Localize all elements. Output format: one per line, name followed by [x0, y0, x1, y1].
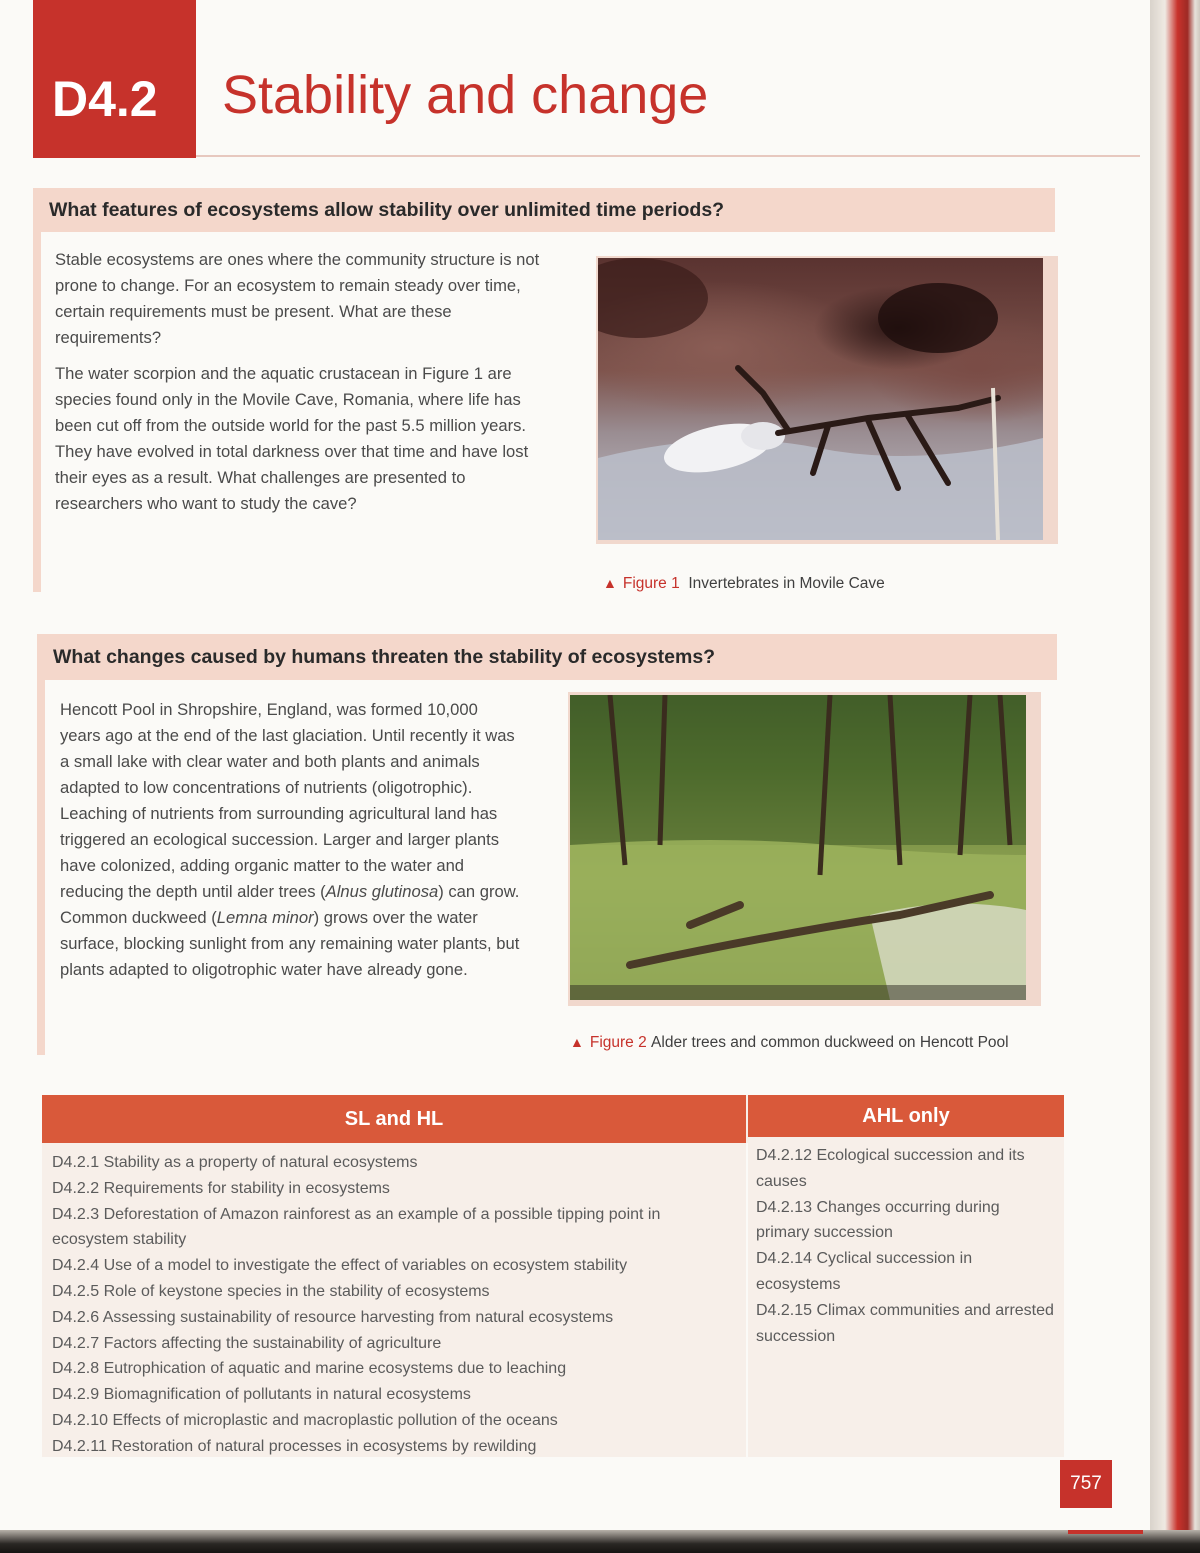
- list-item: D4.2.9 Biomagnification of pollutants in natural ecosystems: [52, 1386, 471, 1404]
- section2-text-part: Hencott Pool in Shropshire, England, was formed 10,000 years ago at the end of the last glaciation. Until recently it was a small lake with clear water and both plants and animals adapted to low concentrations of nutrients (oligotrophic). Leaching of nutrients from surrounding agricultural land has triggered an ecological succession. Larger and larger plants have colonized, adding organic matter to the water and reducing the depth until alder trees (: [60, 700, 515, 901]
- syllabus-table: [42, 1095, 1064, 1457]
- list-item: D4.2.10 Effects of microplastic and macroplastic pollution of the oceans: [52, 1411, 558, 1429]
- section2-side-strip: [37, 680, 45, 1055]
- list-item: D4.2.13 Changes occurring during primary succession: [756, 1198, 1000, 1242]
- page-edge: [1150, 0, 1200, 1553]
- column-divider: [746, 1143, 748, 1457]
- list-item: D4.2.15 Climax communities and arrested succession: [756, 1301, 1054, 1345]
- figure1-caption-text: Invertebrates in Movile Cave: [688, 575, 885, 592]
- list-item: D4.2.7 Factors affecting the sustainability of agriculture: [52, 1334, 442, 1352]
- title-rule: [196, 155, 1140, 157]
- section1-paragraph: The water scorpion and the aquatic crustacean in Figure 1 are species found only in the Movile Cave, Romania, where life has been cut off from the outside world for the past 5.5 million years. They have evolved in total darkness over that time and have lost their eyes as a result. What challenges are presented to researchers who want to study the cave?: [55, 364, 529, 513]
- figure2-photo: [570, 695, 1026, 1000]
- list-item: D4.2.1 Stability as a property of natural ecosystems: [52, 1154, 418, 1171]
- section1-side-strip: [33, 232, 41, 592]
- list-item: D4.2.12 Ecological succession and its causes: [756, 1147, 1025, 1190]
- section1-text: [55, 247, 550, 527]
- figure2-label: Figure 2: [589, 1034, 647, 1051]
- figure2-caption-text: Alder trees and common duckweed on Hencott Pool: [651, 1034, 1009, 1051]
- section1-question: What features of ecosystems allow stability over unlimited time periods?: [33, 188, 1055, 232]
- list-item: D4.2.8 Eutrophication of aquatic and marine ecosystems due to leaching: [52, 1360, 567, 1378]
- figure1-label: Figure 1: [622, 575, 680, 592]
- sl-hl-list: [52, 1150, 732, 1460]
- section2-text-part: ) can grow. Common duckweed (: [60, 882, 520, 927]
- list-item: D4.2.11 Restoration of natural processes in ecosystems by rewilding: [52, 1437, 537, 1455]
- section1-paragraph: Stable ecosystems are ones where the community structure is not prone to change. For an ecosystem to remain steady over time, certain requirements must be present. What are these requirements?: [55, 250, 540, 347]
- triangle-icon: ▲: [570, 1034, 584, 1050]
- bottom-shadow: [0, 1530, 1200, 1553]
- ahl-list: [756, 1143, 1056, 1349]
- list-item: D4.2.4 Use of a model to investigate the effect of variables on ecosystem stability: [52, 1257, 628, 1275]
- section2-paragraph: [60, 697, 520, 983]
- figure2-caption: [570, 1031, 1020, 1054]
- ahl-header: AHL only: [748, 1095, 1064, 1137]
- chapter-title: Stability and change: [222, 65, 709, 125]
- section2-text-part: ) grows over the water surface, blocking sunlight from any remaining water plants, but plants adapted to oligotrophic water have already gone.: [60, 908, 520, 979]
- species-name: Alnus glutinosa: [325, 882, 439, 901]
- list-item: D4.2.6 Assessing sustainability of resource harvesting from natural ecosystems: [52, 1308, 614, 1326]
- page-number: 757: [1060, 1460, 1112, 1508]
- list-item: D4.2.5 Role of keystone species in the stability of ecosystems: [52, 1282, 490, 1300]
- section2-text: [60, 697, 520, 993]
- species-name: Lemna minor: [216, 908, 314, 927]
- section2-question: What changes caused by humans threaten the stability of ecosystems?: [37, 634, 1057, 680]
- figure1-caption: [603, 572, 1043, 595]
- chapter-number: D4.2: [52, 71, 158, 127]
- sl-hl-header: SL and HL: [42, 1095, 746, 1143]
- page-number-rule: [1068, 1530, 1143, 1534]
- figure1-photo: [598, 258, 1043, 540]
- triangle-icon: ▲: [603, 575, 617, 591]
- list-item: D4.2.3 Deforestation of Amazon rainforest as an example of a possible tipping point in ecosystem stability: [52, 1205, 661, 1249]
- list-item: D4.2.2 Requirements for stability in ecosystems: [52, 1179, 390, 1197]
- list-item: D4.2.14 Cyclical succession in ecosystems: [756, 1250, 973, 1293]
